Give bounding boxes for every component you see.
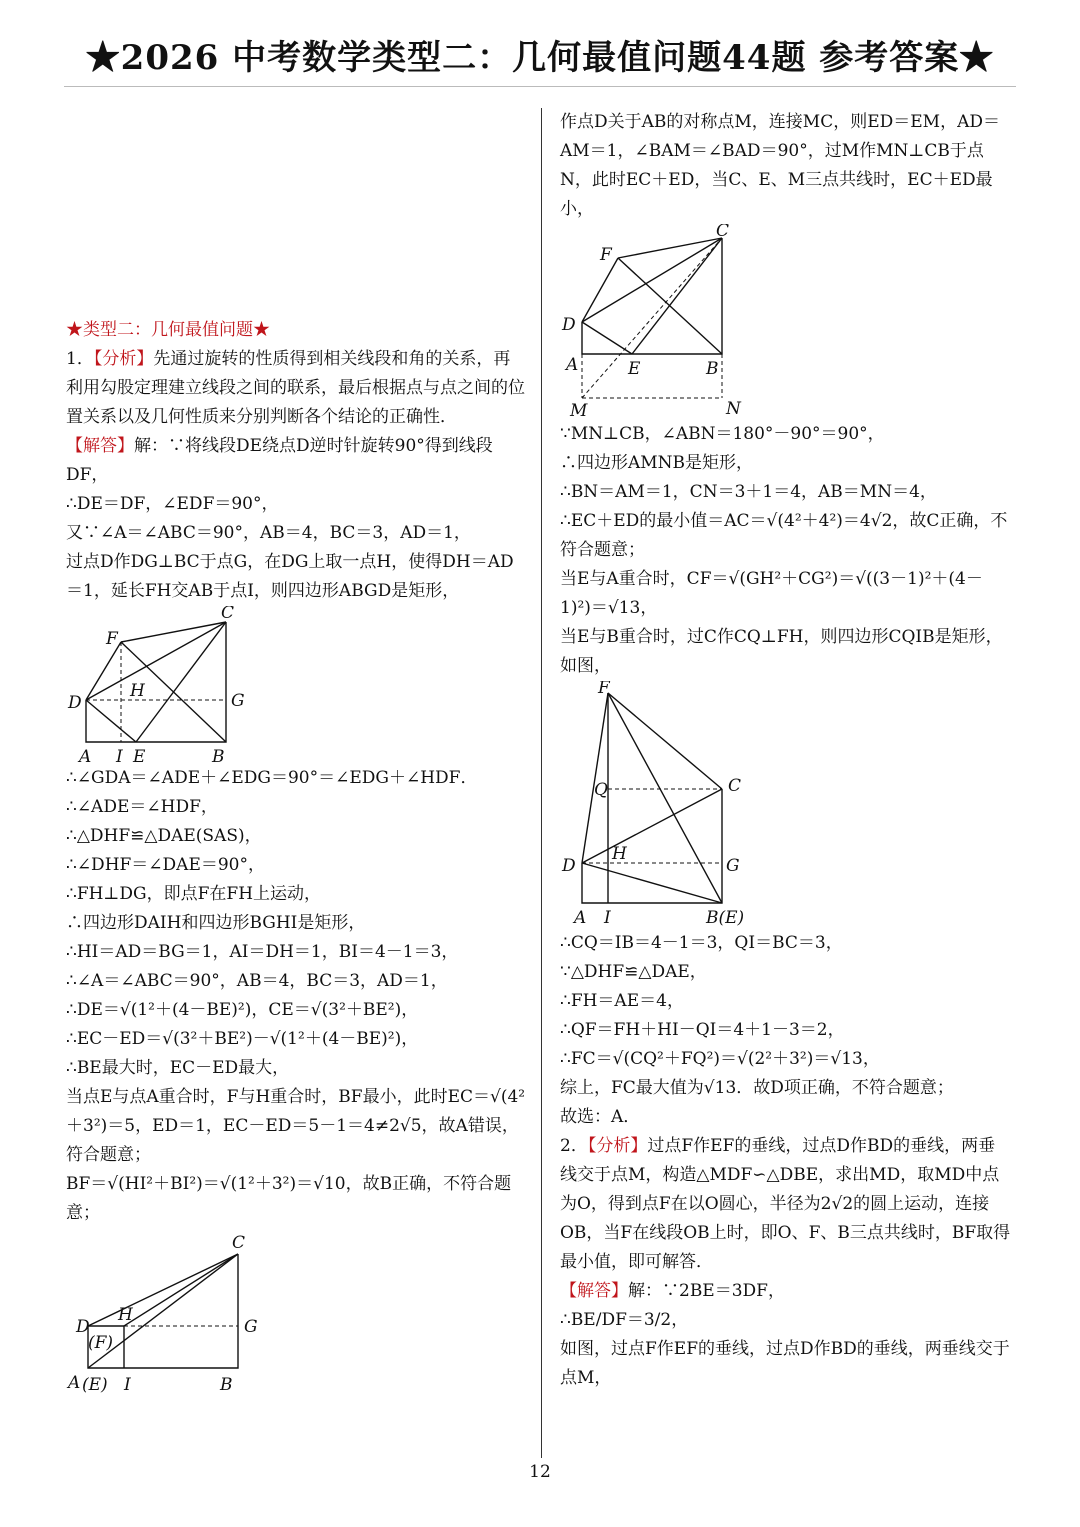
fig1-label: A (79, 747, 92, 764)
fig3-label: C (716, 224, 730, 241)
q2-answer-text: 解：∵2BE＝3DF， (628, 1281, 785, 1301)
q1-line: ∴HI＝AD＝BG＝1，AI＝DH＝1，BI＝4－1＝3， (66, 942, 459, 962)
q2-analysis-text: 过点F作EF的垂线，过点D作BD的垂线，两垂线交于点M，构造△MDF∽△DBE，求出MD，取MD中点为O，得到点F在以O圆心，半径为2√2的圆上运动，连接OB，当F在线段OB上时，即O、F、B三点共线时，BF取得最小值，即可解答． (560, 1136, 1011, 1272)
figure-4 (560, 681, 780, 929)
fig2-label: C (232, 1234, 246, 1253)
r-line: ∵MN⊥CB，∠ABN＝180°－90°＝90°， (560, 424, 885, 444)
r-line: 作点D关于AB的对称点M，连接MC，则ED＝EM，AD＝AM＝1，∠BAM＝∠BAD＝90°，过M作MN⊥CB于点N，此时EC＋ED，当C、E、M三点共线时，EC＋ED最小， (560, 112, 1000, 219)
fig2-label: I (124, 1375, 131, 1394)
fig4-label: C (728, 776, 742, 796)
q1-line: ∴EC－ED＝√(3²＋BE²)－√(1²＋(4－BE)²)， (66, 1029, 419, 1049)
fig1-label: C (221, 606, 235, 623)
analysis-tag: 【分析】 (93, 349, 154, 369)
q1-line: ∴DE＝√(1²＋(4－BE)²)，CE＝√(3²＋BE²)， (66, 1000, 419, 1020)
r-line: 当E与B重合时，过C作CQ⊥FH，则四边形CQIB是矩形，如图， (560, 627, 1003, 676)
fig1-label: H (130, 681, 145, 701)
r-line: ∴FH＝AE＝4， (560, 991, 684, 1011)
r-line: 当E与A重合时，CF＝√(GH²＋CG²)＝√((3－1)²＋(4－1)²)＝√13， (560, 569, 983, 618)
q1-analysis (66, 345, 526, 432)
fig3-label: M (570, 401, 588, 420)
fig2-label: (F) (88, 1333, 114, 1353)
fig4-label: B(E) (706, 908, 745, 928)
fig4-label: H (612, 844, 627, 864)
q1-line: ∴∠A＝∠ABC＝90°，AB＝4，BC＝3，AD＝1， (66, 971, 448, 991)
fig2-label: G (244, 1317, 258, 1337)
section-title: ★类型二：几何最值问题★ (66, 320, 270, 340)
q1-line: ∴∠ADE＝∠HDF， (66, 797, 218, 817)
q1-number: 1． (66, 349, 94, 369)
q1-answer-line: 过点D作DG⊥BC于点G，在DG上取一点H，使得DH＝AD＝1，延长FH交AB于点I，则四边形ABGD是矩形， (66, 552, 514, 601)
q1-line: 当点E与点A重合时，F与H重合时，BF最小，此时EC＝√(4²＋3²)＝5，ED＝1，EC－ED＝5－1＝4≠2√5，故A错误，符合题意； (66, 1087, 526, 1165)
fig1-label: E (133, 747, 146, 764)
r-line: ∴FC＝√(CQ²＋FQ²)＝√(2²＋3²)＝√13， (560, 1049, 880, 1069)
q2-answer-line (560, 1277, 1012, 1306)
q1-answer-line: 又∵∠A＝∠ABC＝90°，AB＝4，BC＝3，AD＝1， (66, 523, 471, 543)
q2-analysis (560, 1132, 1012, 1277)
fig3-label: B (706, 359, 719, 379)
fig1-label: F (106, 629, 118, 649)
fig1-label: B (212, 747, 225, 764)
fig2-label: B (220, 1375, 233, 1394)
q2-analysis-tag: 【分析】 (587, 1136, 648, 1156)
figure-2 (66, 1234, 276, 1394)
q2-answer-line: 如图，过点F作EF的垂线，过点D作BD的垂线，两垂线交于点M， (560, 1339, 1010, 1388)
header-divider (64, 86, 1016, 87)
answer-tag: 【解答】 (66, 436, 134, 456)
fig3-label: N (726, 399, 741, 419)
fig4-label: D (562, 856, 576, 876)
q1-line: BF＝√(HI²＋BI²)＝√(1²＋3²)＝√10，故B正确，不符合题意； (66, 1174, 512, 1223)
q1-line: ∴△DHF≌△DAE(SAS)， (66, 826, 262, 846)
fig3-label: E (628, 359, 641, 379)
q1-line: ∴∠DHF＝∠DAE＝90°， (66, 855, 266, 875)
right-column (560, 108, 1012, 1393)
r-line: ∴四边形AMNB是矩形， (560, 453, 754, 473)
fig4-label: F (598, 681, 610, 698)
q1-line: ∴BE最大时，EC－ED最大， (66, 1058, 290, 1078)
fig4-label: G (726, 856, 740, 876)
q2-number: 2． (560, 1136, 588, 1156)
r-line: ∴QF＝FH＋HI－QI＝4＋1－3＝2， (560, 1020, 845, 1040)
fig2-label: H (118, 1305, 133, 1325)
fig3-label: F (600, 245, 612, 265)
figure-3 (560, 224, 760, 420)
fig2-label: (E) (82, 1375, 108, 1394)
q2-answer-line: ∴BE/DF＝3/2， (560, 1310, 689, 1330)
r-line: ∴CQ＝IB＝4－1＝3，QI＝BC＝3， (560, 933, 843, 953)
fig1-label: G (231, 691, 245, 711)
q1-analysis-text: 先通过旋转的性质得到相关线段和角的关系，再利用勾股定理建立线段之间的联系，最后根据点与点之间的位置关系以及几何性质来分别判断各个结论的正确性． (66, 349, 525, 427)
left-column (66, 316, 526, 1394)
q1-line: ∴FH⊥DG，即点F在FH上运动， (66, 884, 322, 904)
r-line: ∵△DHF≌△DAE， (560, 962, 707, 982)
answer-text: 解：∵将线段DE绕点D逆时针旋转90°得到线段DF， (66, 436, 493, 485)
r-line: 故选：A． (560, 1107, 641, 1127)
fig4-label: Q (594, 780, 608, 800)
fig3-label: D (562, 315, 576, 335)
figure-1 (66, 606, 266, 764)
fig1-label: D (68, 693, 82, 713)
r-line: 综上，FC最大值为√13．故D项正确，不符合题意； (560, 1078, 954, 1098)
fig2-label: A (68, 1373, 81, 1393)
fig4-label: A (574, 908, 587, 928)
r-line: ∴BN＝AM＝1，CN＝3＋1＝4，AB＝MN＝4， (560, 482, 937, 502)
q1-answer-line: ∴DE＝DF，∠EDF＝90°， (66, 494, 279, 514)
q1-line: ∴∠GDA＝∠ADE＋∠EDG＝90°＝∠EDG＋∠HDF． (66, 768, 478, 788)
q1-line: ∴四边形DAIH和四边形BGHI是矩形， (66, 913, 366, 933)
r-line: ∴EC＋ED的最小值＝AC＝√(4²＋4²)＝4√2，故C正确，不符合题意； (560, 511, 1008, 560)
column-divider (541, 108, 542, 1458)
fig1-label: I (116, 747, 123, 764)
q2-answer-tag: 【解答】 (560, 1281, 628, 1301)
q1-answer-line (66, 432, 526, 490)
page-number: 12 (529, 1462, 551, 1482)
fig3-label: A (566, 355, 579, 375)
page-title: ★2026 中考数学类型二：几何最值问题44题 参考答案★ (85, 38, 995, 78)
fig2-label: D (76, 1317, 90, 1337)
fig4-label: I (604, 908, 611, 928)
